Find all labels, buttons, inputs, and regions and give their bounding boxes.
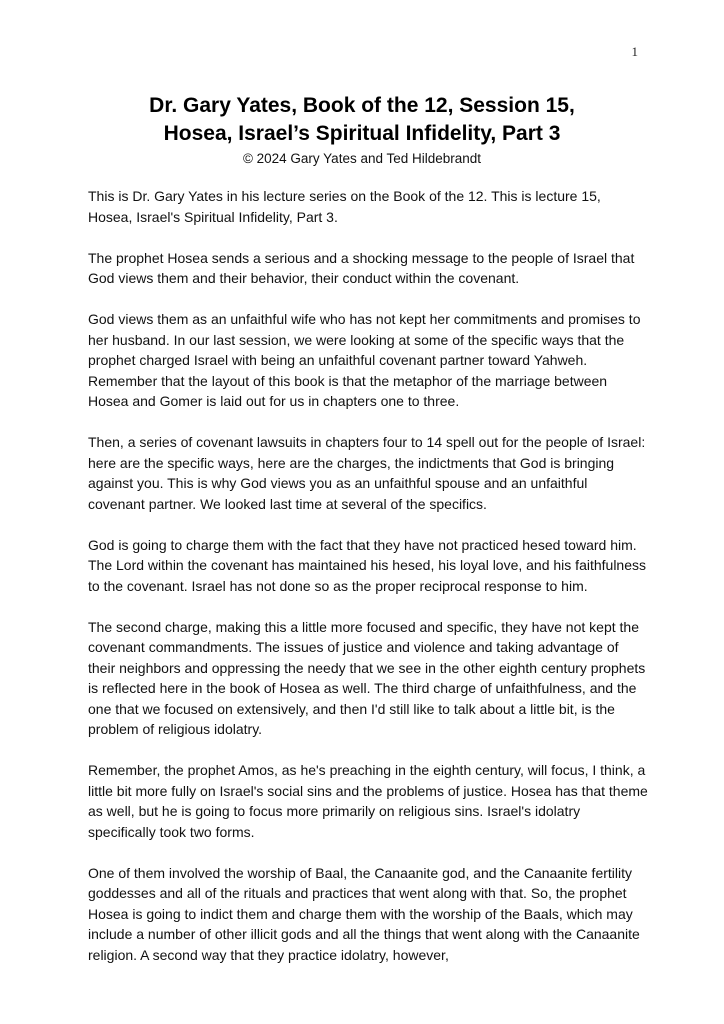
- title-line-1: Dr. Gary Yates, Book of the 12, Session 15,: [149, 94, 575, 117]
- paragraph: This is Dr. Gary Yates in his lecture series on the Book of the 12. This is lecture 15, Hosea, Israel's Spiritual Infidelity, Part 3.: [88, 188, 601, 225]
- paragraph: The second charge, making this a little more focused and specific, they have not kept the covenant commandments. The issues of justice and violence and taking advantage of their neighbors and oppressing the needy that we see in the other eighth century prophets is reflected here in the book of Hosea as well. The third charge of unfaithfulness, and the one that we focused on extensively, and then I'd still like to talk about a little bit, is the problem of religious idolatry.: [88, 618, 646, 737]
- title-line-2: Hosea, Israel’s Spiritual Infidelity, Part 3: [163, 122, 561, 145]
- title-block: [0, 92, 724, 169]
- page-number: 1: [631, 44, 638, 59]
- paragraph: The prophet Hosea sends a serious and a shocking message to the people of Israel that God views them and their behavior, their conduct within the covenant.: [88, 249, 635, 286]
- paragraph: God is going to charge them with the fact that they have not practiced hesed toward him. The Lord within the covenant has maintained his hesed, his loyal love, and his faithfulness to the covenant. Israel has not done so as the proper reciprocal response to him.: [88, 536, 647, 594]
- paragraph: God views them as an unfaithful wife who has not kept her commitments and promises to her husband. In our last session, we were looking at some of the specific ways that the prophet charged Israel with being an unfaithful covenant partner toward Yahweh. Remember that the layout of this book is that the metaphor of the marriage between Hosea and Gomer is laid out for us in chapters one to three.: [88, 311, 641, 409]
- paragraph: Remember, the prophet Amos, as he's preaching in the eighth century, will focus, I think, a little bit more fully on Israel's social sins and the problems of justice. Hosea has that theme as well, but he is going to focus more primarily on religious sins. Israel's idolatry specifically took two forms.: [88, 762, 648, 840]
- paragraph: Then, a series of covenant lawsuits in chapters four to 14 spell out for the people of Israel: here are the specific ways, here are the charges, the indictments that God is bringing against you. This is why God views you as an unfaithful spouse and an unfaithful covenant partner. We looked last time at several of the specifics.: [88, 434, 646, 512]
- body-text: [88, 186, 648, 986]
- copyright: © 2024 Gary Yates and Ted Hildebrandt: [242, 151, 482, 166]
- paragraph: One of them involved the worship of Baal, the Canaanite god, and the Canaanite fertility goddesses and all of the rituals and practices that went along with that. So, the prophet Hosea is going to indict them and charge them with the worship of the Baals, which may include a number of other illicit gods and all the things that went along with the Canaanite religion. A second way that they practice idolatry, however,: [88, 864, 640, 963]
